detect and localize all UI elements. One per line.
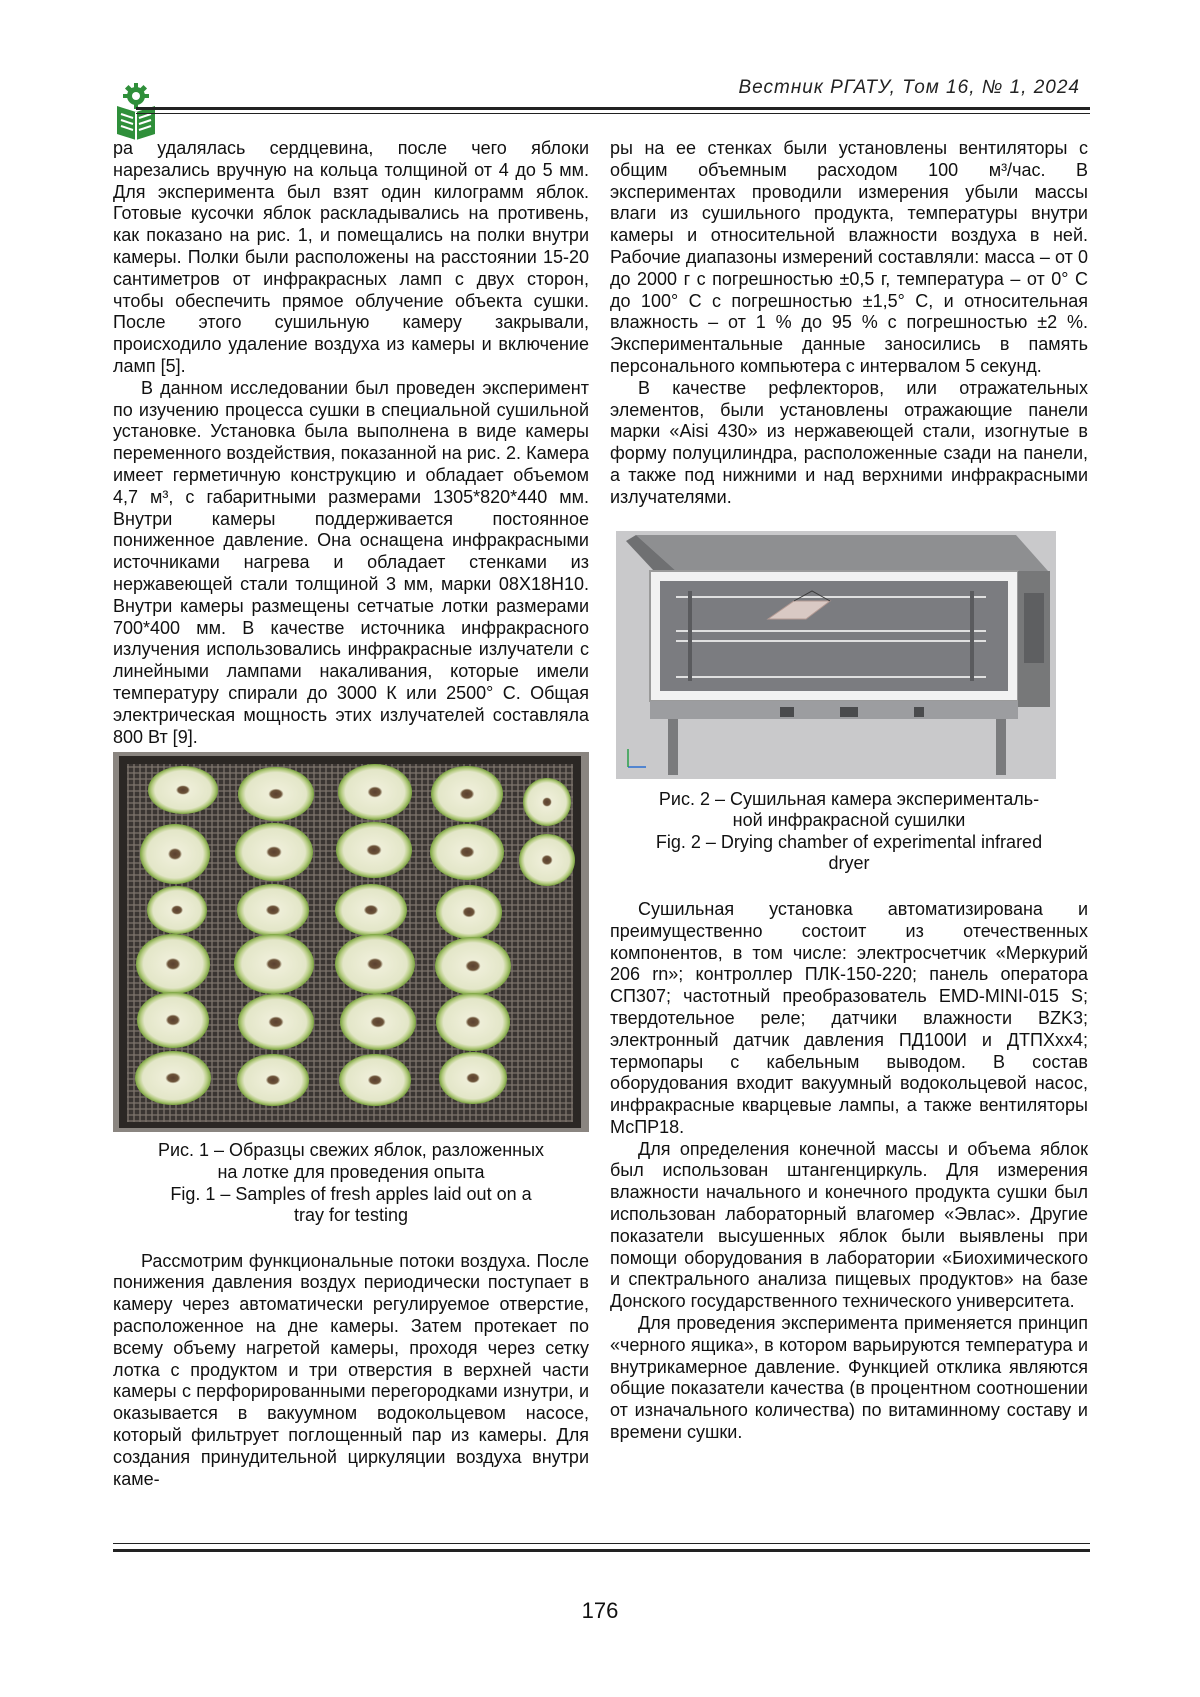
right-paragraph-3: Сушильная установка автоматизирована и преимущественно состоит из отечественных компонентов, в том числе: электросчетчик «Меркурий 206 rn»; контроллер ПЛК-150-220; панель оператора СП307; частотный преобразователь EMD-MINI-015 S; твердотельное реле; датчики влажности BZK3; электронный датчик давления ПД100И и ДТПХхх4; термопары с кабельным выводом. В состав оборудования входит вакуумный водокольцевой насос, инфракрасные кварцевые лампы, а также вентиляторы МсПР18. — [610, 898, 1088, 1137]
footer-rule — [113, 1549, 1090, 1552]
journal-logo-icon — [113, 80, 159, 140]
right-paragraph-1: ры на ее стенках были установлены вентиляторы с общим объемным расходом 100 м³/час. В экспериментах проводили измерения убыли массы влаги из сушильного продукта, температуры внутри камеры и относительной влажности воздуха в ней. Рабочие диапазоны измерений составляли: масса – от 0 до 2000 г с погрешностью ±0,5 г, температура – от 0° С до 100° С с погрешностью ±1,5° С, и относительная влажность – от 1 % до 95 % с погрешностью ±2 %. Экспериментальные данные заносились в память персонального компьютера с интервалом 5 секунд. — [610, 138, 1088, 376]
figure-1-caption-en-line-1: Fig. 1 – Samples of fresh apples laid out on a — [170, 1183, 532, 1204]
header-rule — [136, 107, 1090, 110]
right-paragraph-2: В качестве рефлекторов, или отражательных элементов, были установлены отражающие панели марки «Aisi 430» из нержавеющей стали, изогнутые в форму полуцилиндра, расположенные сзади на панели, а также под нижними и над верхними инфракрасными излучателями. — [610, 377, 1088, 507]
figure-1-caption-ru-line-2: на лотке для проведения опыта — [217, 1161, 485, 1182]
figure-2-caption-ru-line-2: ной инфракрасной сушилки — [732, 810, 966, 831]
figure-1-caption-en-line-2: tray for testing — [293, 1205, 409, 1226]
right-column — [610, 138, 1088, 1444]
left-paragraph-3: Рассмотрим функциональные потоки воздуха. После понижения давления воздух периодически поступает в камеру через автоматически регулируемое отверстие, расположенное на дне камеры. Затем протекает по всему объему нагретой камеры, проходя через сетку лотка с продуктом и три отверстия в верхней части камеры с перфорированными перегородками изнутри, и оказывается в вакуумном водокольцевом насосе, который фильтрует поглощенный пар из камеры. Для создания принудительной циркуляции воздуха внутри каме- — [113, 1250, 589, 1489]
figure-2-caption-en-line-1: Fig. 2 – Drying chamber of experimental infrared — [655, 831, 1043, 852]
left-paragraph-2: В данном исследовании был проведен эксперимент по изучению процесса сушки в специальной сушильной установке. Установка была выполнена в виде камеры переменного воздействия, показанной на рис. 2. Камера имеет герметичную конструкцию и обладает объемом 4,7 м³, с габаритными размерами 1305*820*440 мм. Внутри камеры поддерживается постоянное пониженное давление. Она оснащена инфракрасными источниками нагрева и обладает стенками из нержавеющей стали толщиной 3 мм, марки 08Х18Н10. Внутри камеры размещены сетчатые лотки размерами 700*400 мм. В качестве источника инфракрасного излучения использовались инфракрасные излучатели с линейными лампами накаливания, которые имели температуру спирали до 3000 К или 2500° С. Общая электрическая мощность этих излучателей составляла 800 Вт [9]. — [113, 377, 589, 747]
journal-header-title: Вестник РГАТУ, Том 16, № 1, 2024 — [738, 77, 1080, 98]
left-column — [113, 138, 589, 1490]
figure-1-caption-ru-line-1: Рис. 1 – Образцы свежих яблок, разложенных — [157, 1140, 545, 1161]
header-rule-thin — [136, 113, 1090, 114]
figure-2-caption-en-line-2: dryer — [828, 853, 870, 874]
figure-2-caption-ru-line-1: Рис. 2 – Сушильная камера эксперименталь- — [658, 788, 1040, 809]
right-paragraph-4: Для определения конечной массы и объема яблок был использован штангенциркуль. Для измерения влажности начального и конечного продукта сушки был использован лабораторный влагомер «Эвлас». Другие показатели высушенных яблок были выявлены при помощи оборудования в лаборатории «Биохимического и спектрального анализа пищевых продуктов» на базе Донского государственного технического университета. — [610, 1138, 1088, 1312]
footer-rule-thin — [113, 1543, 1090, 1544]
figure-1-apple-tray-photo — [113, 752, 589, 1132]
right-paragraph-5: Для проведения эксперимента применяется принцип «черного ящика», в котором варьируются температура и внутрикамерное давление. Функцией отклика являются общие показатели качества (в процентном соотношении от изначального количества) по витаминному составу и времени сушки. — [610, 1313, 1088, 1443]
figure-2-caption — [610, 789, 1088, 875]
left-paragraph-1: ра удалялась сердцевина, после чего яблоки нарезались вручную на кольца толщиной от 4 до 5 мм. Для эксперимента был взят один килограмм яблок. Готовые кусочки яблок раскладывались на противень, как показано на рис. 1, и помещались на полки внутри камеры. Полки были расположены на расстоянии 15-20 сантиметров от инфракрасных ламп с двух сторон, чтобы обеспечить прямое облучение объекта сушки. После этого сушильную камеру закрывали, происходило удаление воздуха из камеры и включение ламп [5]. — [113, 138, 589, 376]
figure-2-drying-chamber-render — [616, 531, 1056, 779]
page-number: 176 — [581, 1598, 619, 1623]
figure-1-caption — [113, 1140, 589, 1226]
